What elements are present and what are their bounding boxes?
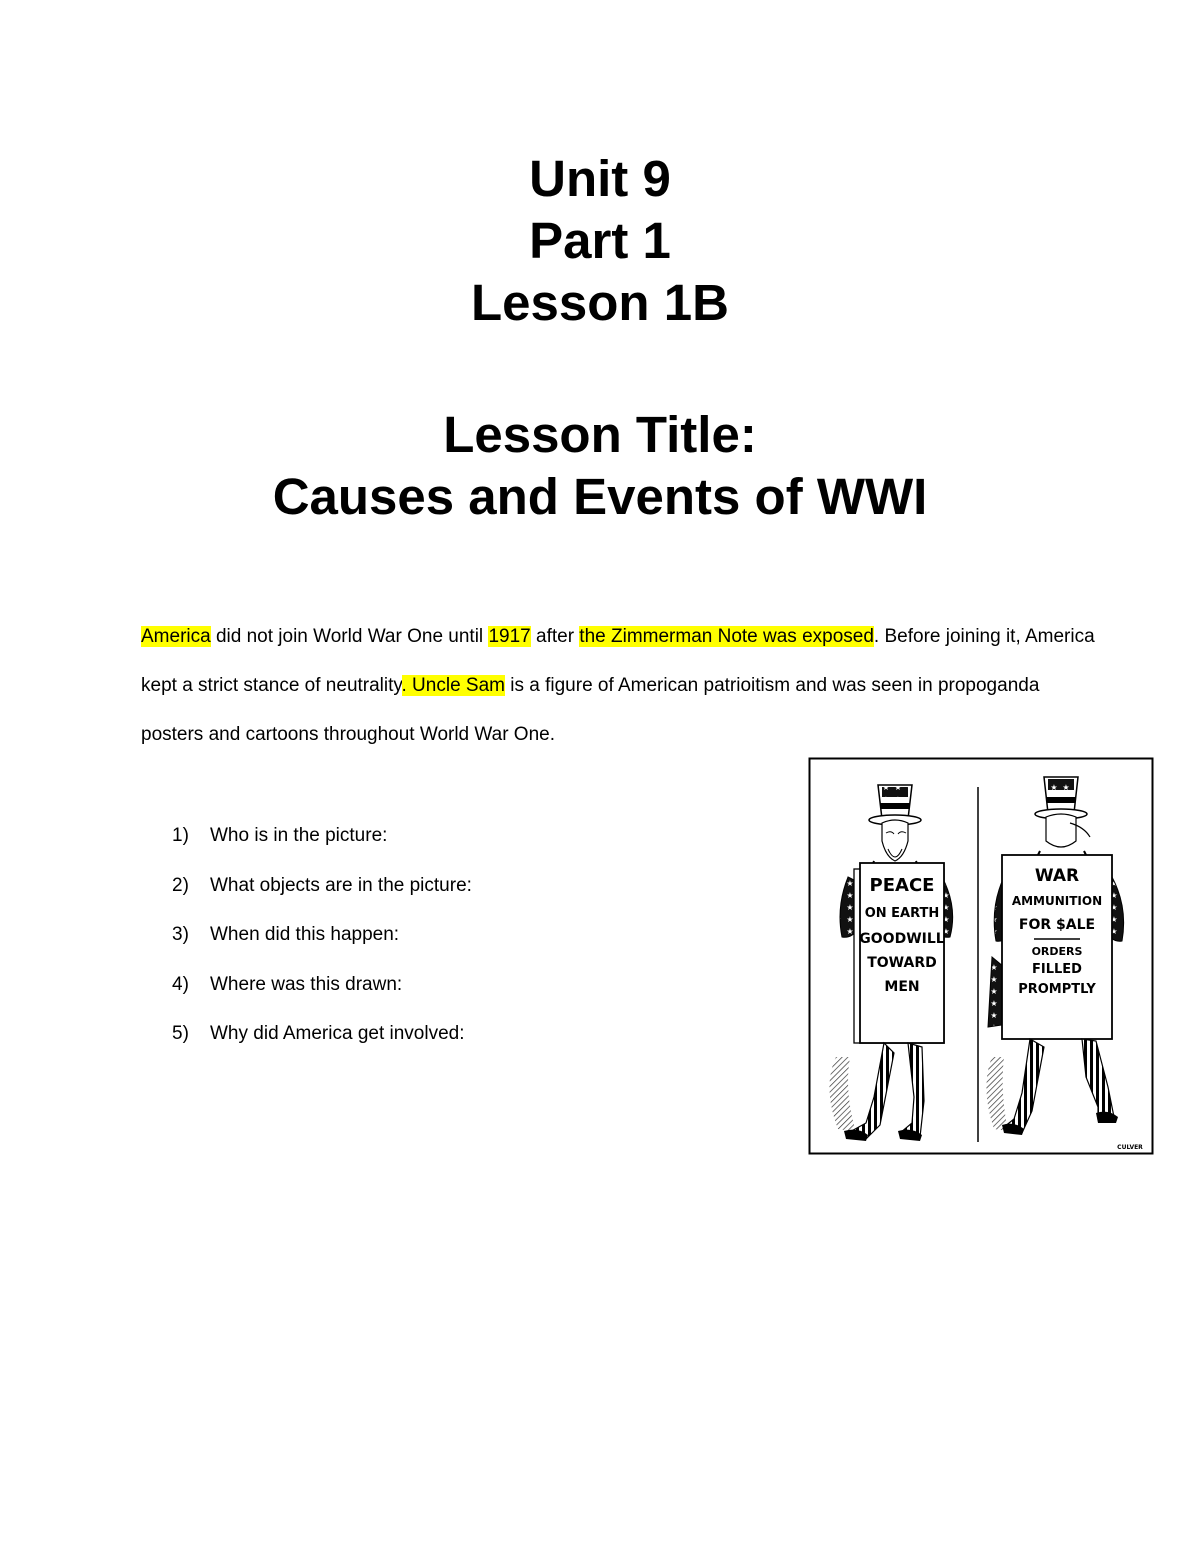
question-list	[172, 811, 732, 1059]
highlight-america: America	[141, 626, 211, 647]
title-spacer	[0, 334, 1200, 404]
intro-paragraph	[141, 612, 1101, 759]
intro-text-2: after	[530, 626, 580, 647]
lesson-title-label: Lesson Title:	[443, 406, 757, 463]
peace-sign-line: PEACE	[869, 875, 935, 896]
question-text: What objects are in the picture:	[210, 874, 472, 896]
war-sign-line: AMMUNITION	[1011, 894, 1103, 908]
highlight-zimmerman: the Zimmerman Note was exposed	[579, 626, 874, 647]
question-item	[172, 960, 732, 1010]
question-text: When did this happen:	[210, 924, 400, 945]
question-item	[172, 1009, 732, 1059]
question-number: 4)	[172, 973, 189, 995]
intro-text-3: . Before joining it, America kept a strict stance of neutrality	[141, 626, 1095, 696]
peace-sign-line: TOWARD	[867, 955, 937, 971]
title-block	[0, 148, 1200, 528]
uncle-sam-cartoon	[808, 757, 1154, 1155]
war-sign-line: PROMPTLY	[1018, 982, 1096, 997]
intro-text-1: did not join World War One until	[210, 626, 489, 647]
question-text: Why did America get involved:	[210, 1023, 465, 1044]
war-sign-line: FILLED	[1032, 962, 1082, 977]
highlight-uncle-sam: . Uncle Sam	[401, 675, 505, 696]
peace-sign-line: ON EARTH	[864, 906, 940, 921]
peace-sign-line: GOODWILL	[859, 931, 945, 947]
question-number: 2)	[172, 874, 189, 896]
question-item	[172, 861, 732, 911]
question-number: 5)	[172, 1023, 189, 1044]
highlight-year: 1917	[488, 626, 531, 647]
war-sign-line: ORDERS	[1031, 945, 1083, 958]
lesson-heading: Lesson 1B	[471, 274, 729, 331]
lesson-title: Causes and Events of WWI	[272, 468, 928, 525]
question-number: 1)	[172, 825, 189, 846]
question-text: Who is in the picture:	[210, 825, 388, 846]
part-heading: Part 1	[529, 212, 671, 269]
question-number: 3)	[172, 924, 189, 945]
cartoon-credit: CULVER	[1117, 1144, 1143, 1151]
question-text: Where was this drawn:	[210, 973, 403, 995]
war-sign-line: FOR $ALE	[1018, 917, 1096, 933]
war-sign-line: WAR	[1034, 866, 1080, 886]
intro-text-4: is a figure of American patrioitism and was seen in propoganda posters and cartoons throughout World War One.	[141, 675, 1040, 745]
question-item	[172, 910, 732, 960]
unit-heading: Unit 9	[529, 150, 671, 207]
cartoon-illustration	[808, 757, 1154, 1155]
question-item	[172, 811, 732, 861]
peace-sign-line: MEN	[884, 979, 920, 995]
